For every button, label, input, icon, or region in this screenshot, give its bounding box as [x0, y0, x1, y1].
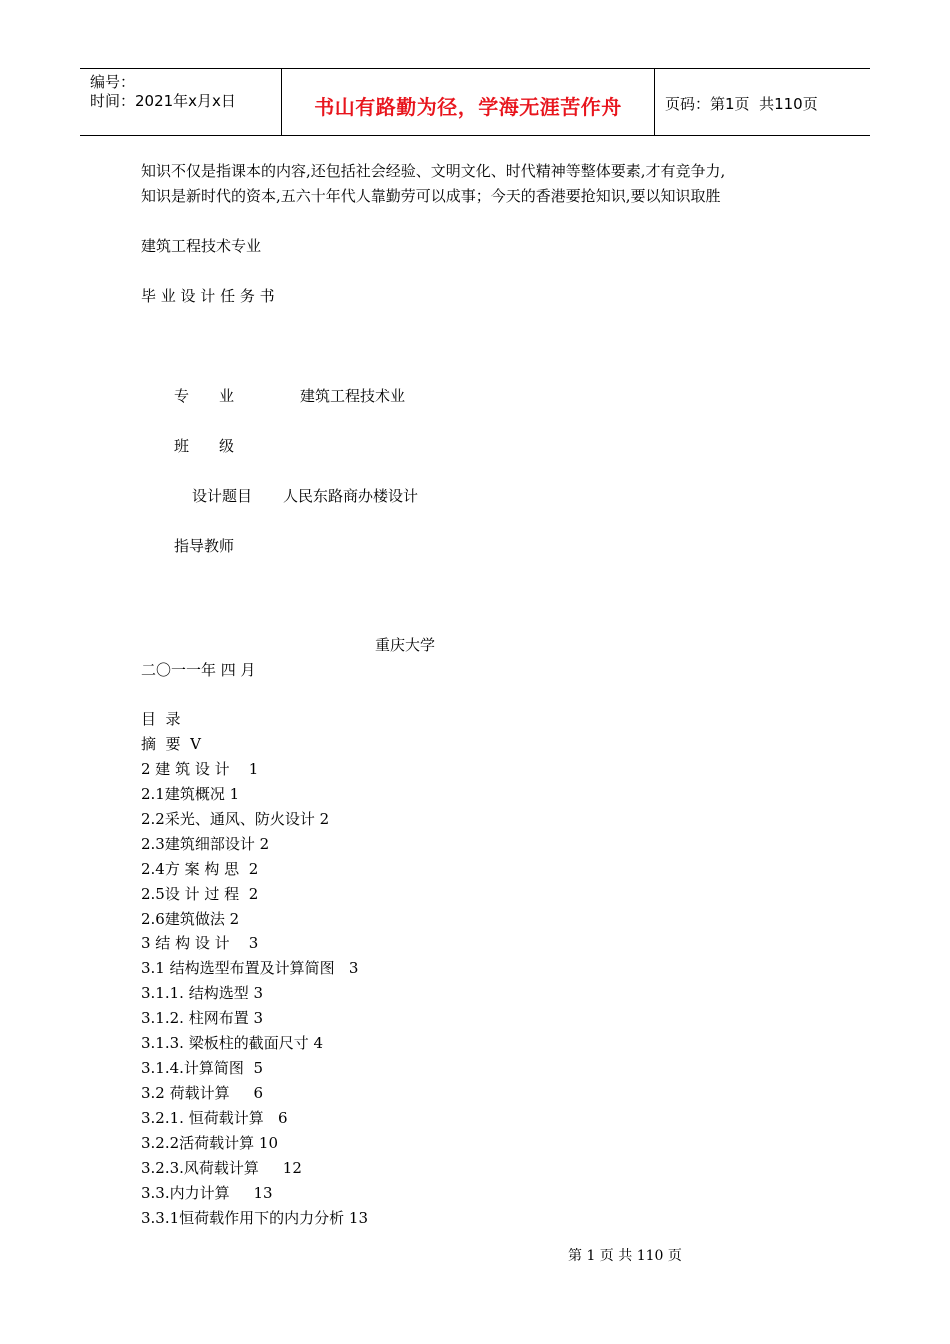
class-label: 班 级 [174, 437, 235, 455]
toc-item: 3.1.1. 结构选型 3 [141, 984, 264, 1002]
header-meta-cell [80, 69, 282, 135]
task-title: 毕 业 设 计 任 务 书 [141, 287, 275, 305]
major-value: 建筑工程技术业 [300, 387, 406, 405]
topic-label: 设计题目 [192, 487, 253, 505]
toc-item: 3 结 构 设 计 3 [141, 934, 259, 952]
toc-item: 2.3建筑细部设计 2 [141, 835, 270, 853]
toc-item: 2.6建筑做法 2 [141, 910, 240, 928]
toc-item: 3.2.2活荷载计算 10 [141, 1134, 279, 1152]
motto-text: 书山有路勤为径，学海无涯苦作舟 [314, 95, 622, 119]
header-motto-cell [282, 69, 655, 135]
toc-title: 目 录 [141, 710, 181, 728]
time-label: 时间：2021年x月x日 [90, 92, 236, 110]
header-page-cell [655, 69, 870, 135]
intro-line-2: 知识是新时代的资本,五六十年代人靠勤劳可以成事；今天的香港要抢知识,要以知识取胜 [141, 187, 721, 205]
university-name: 重庆大学 [375, 636, 436, 654]
advisor-label: 指导教师 [174, 537, 235, 555]
toc-item: 3.1.2. 柱网布置 3 [141, 1009, 264, 1027]
toc-item: 3.2.3.风荷载计算 12 [141, 1159, 302, 1177]
toc-item: 3.3.1恒荷载作用下的内力分析 13 [141, 1209, 369, 1227]
toc-item: 摘 要 V [141, 735, 201, 753]
toc-item: 2.1建筑概况 1 [141, 785, 240, 803]
toc-item: 3.2 荷载计算 6 [141, 1084, 264, 1102]
toc-item: 2 建 筑 设 计 1 [141, 760, 259, 778]
toc-item: 2.2采光、通风、防火设计 2 [141, 810, 330, 828]
page-footer: 第 1 页 共 110 页 [568, 1248, 682, 1264]
topic-value: 人民东路商办楼设计 [283, 487, 419, 505]
toc-item: 2.4方 案 构 思 2 [141, 860, 259, 878]
cover-date: 二〇一一年 四 月 [141, 661, 256, 679]
serial-label: 编号： [90, 73, 136, 91]
toc-item: 2.5设 计 过 程 2 [141, 885, 259, 903]
major-label: 专 业 [174, 387, 235, 405]
intro-line-1: 知识不仅是指课本的内容,还包括社会经验、文明文化、时代精神等整体要素,才有竞争力, [141, 162, 726, 180]
major-title: 建筑工程技术专业 [141, 237, 262, 255]
page-code: 页码：第1页 共110页 [665, 95, 818, 113]
toc-item: 3.1.3. 梁板柱的截面尺寸 4 [141, 1034, 324, 1052]
toc-item: 3.1 结构选型布置及计算简图 3 [141, 959, 359, 977]
document-header [80, 68, 870, 136]
toc-item: 3.1.4.计算简图 5 [141, 1059, 264, 1077]
toc-item: 3.3.内力计算 13 [141, 1184, 273, 1202]
toc-item: 3.2.1. 恒荷载计算 6 [141, 1109, 288, 1127]
